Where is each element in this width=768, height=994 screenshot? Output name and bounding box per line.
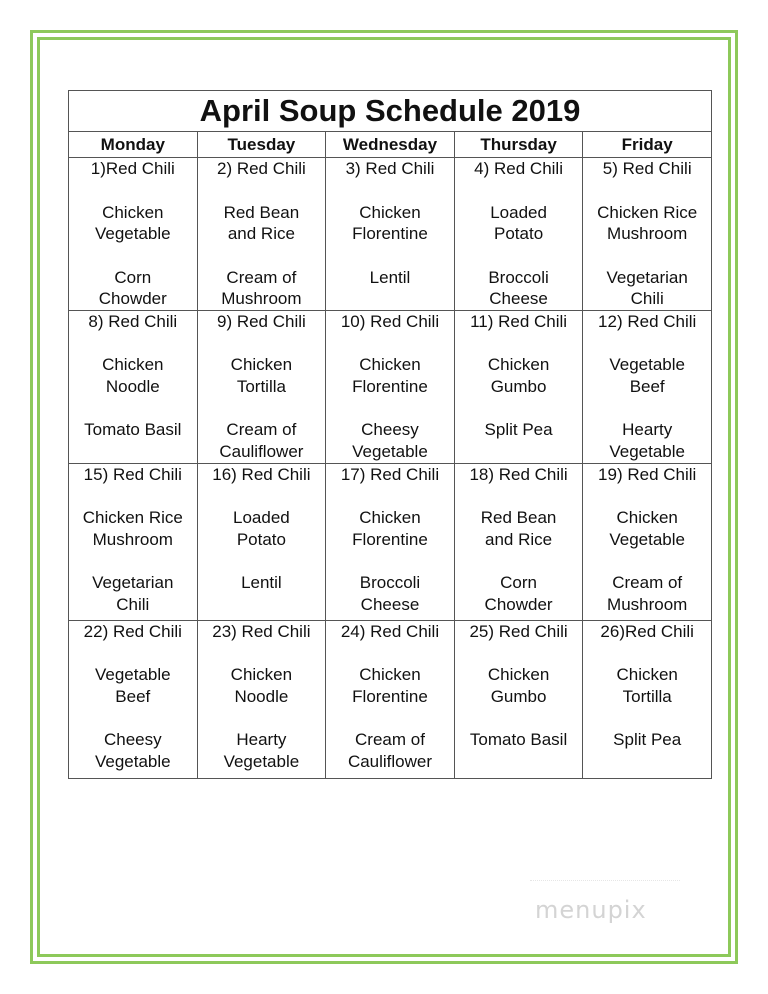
soup-name-line: Vegetable xyxy=(94,751,171,771)
day-cell xyxy=(326,463,455,620)
day-cell xyxy=(197,310,326,463)
day-cell xyxy=(326,620,455,778)
date-label: 1)Red Chili xyxy=(90,159,175,178)
date-label: 17) Red Chili xyxy=(340,464,440,484)
soup-name-line: Potato xyxy=(236,529,286,549)
soup-name-line: Broccoli xyxy=(488,267,549,287)
date-label: 2) Red Chili xyxy=(216,159,306,178)
soup-name-line: Cauliflower xyxy=(219,441,304,461)
schedule-title: April Soup Schedule 2019 xyxy=(69,91,712,132)
soup-name-line: Florentine xyxy=(352,686,428,706)
soup-name-line: Corn xyxy=(500,573,537,592)
soup-name-line: Chicken Rice xyxy=(82,508,183,527)
soup-name-line: Chicken xyxy=(359,202,421,222)
soup-name-line: Chicken xyxy=(230,665,293,684)
day-cell xyxy=(583,310,712,463)
soup-name-line: Beef xyxy=(629,376,665,396)
soup-name-line: Cream of xyxy=(226,267,297,287)
soup-name-line: Cream of xyxy=(226,420,297,439)
soup-name-line: Split Pea xyxy=(613,730,682,749)
soup-name-line: Florentine xyxy=(352,529,428,549)
soup-name-line: Red Bean xyxy=(223,202,300,222)
soup-name-line: Mushroom xyxy=(607,224,688,243)
day-cell xyxy=(69,620,198,778)
soup-name-line: Noodle xyxy=(105,376,160,396)
soup-name-line: Cheese xyxy=(360,594,420,614)
soup-name-line: Tortilla xyxy=(236,376,286,396)
soup-name-line: Vegetarian xyxy=(606,267,688,287)
day-cell xyxy=(454,463,583,620)
day-cell xyxy=(197,463,326,620)
soup-name-line: Red Bean xyxy=(480,508,557,527)
date-label: 12) Red Chili xyxy=(598,311,697,331)
week-row xyxy=(69,158,712,311)
soup-name-line: Tomato Basil xyxy=(469,730,568,749)
soup-name-line: Chowder xyxy=(98,289,167,308)
soup-name-line: Vegetarian xyxy=(92,573,174,592)
week-row xyxy=(69,310,712,463)
soup-name-line: Chicken Rice xyxy=(597,202,698,222)
day-cell xyxy=(69,158,198,311)
soup-name-line: Chili xyxy=(116,594,150,614)
week-row xyxy=(69,463,712,620)
date-label: 15) Red Chili xyxy=(83,464,182,484)
soup-name-line: Vegetable xyxy=(609,441,685,461)
soup-name-line: Chicken xyxy=(487,355,550,374)
soup-name-line: Lentil xyxy=(241,573,282,592)
day-cell xyxy=(454,158,583,311)
day-cell xyxy=(69,310,198,463)
soup-name-line: Split Pea xyxy=(484,420,553,439)
day-cell xyxy=(454,620,583,778)
soup-name-line: and Rice xyxy=(485,529,553,549)
day-header-friday: Friday xyxy=(583,132,712,158)
soup-name-line: Vegetable xyxy=(94,224,171,243)
date-label: 24) Red Chili xyxy=(340,621,440,641)
soup-name-line: Mushroom xyxy=(221,289,302,308)
soup-name-line: Tomato Basil xyxy=(84,420,182,439)
soup-name-line: Cheesy xyxy=(103,730,162,749)
date-label: 10) Red Chili xyxy=(340,311,440,331)
soup-name-line: Potato xyxy=(494,224,544,243)
soup-name-line: Mushroom xyxy=(92,529,173,549)
soup-name-line: Tortilla xyxy=(622,686,672,706)
soup-name-line: Chowder xyxy=(484,594,553,614)
soup-name-line: Chicken xyxy=(102,355,164,374)
soup-name-line: Chicken xyxy=(616,508,678,527)
soup-name-line: Chicken xyxy=(359,665,421,684)
soup-name-line: Chicken xyxy=(616,665,678,684)
day-cell xyxy=(454,310,583,463)
day-cell xyxy=(583,158,712,311)
soup-name-line: Gumbo xyxy=(490,686,547,706)
soup-name-line: Corn xyxy=(114,267,152,287)
soup-name-line: Gumbo xyxy=(490,376,547,396)
day-header-wednesday: Wednesday xyxy=(326,132,455,158)
date-label: 22) Red Chili xyxy=(83,621,182,641)
soup-name-line: Florentine xyxy=(352,376,428,396)
date-label: 11) Red Chili xyxy=(470,311,568,331)
soup-name-line: Cheese xyxy=(489,289,548,308)
soup-name-line: Loaded xyxy=(233,508,290,527)
soup-name-line: Chicken xyxy=(487,665,550,684)
soup-name-line: Chicken xyxy=(102,202,164,222)
date-label: 26)Red Chili xyxy=(600,621,694,641)
day-header-thursday: Thursday xyxy=(454,132,583,158)
date-label: 23) Red Chili xyxy=(212,621,311,641)
soup-name-line: Cream of xyxy=(355,730,425,749)
day-header-tuesday: Tuesday xyxy=(197,132,326,158)
date-label: 3) Red Chili xyxy=(345,159,435,178)
date-label: 8) Red Chili xyxy=(88,311,178,331)
watermark-faint-line xyxy=(530,880,680,889)
week-row xyxy=(69,620,712,778)
soup-name-line: Lentil xyxy=(369,267,411,287)
date-label: 18) Red Chili xyxy=(469,464,568,484)
soup-name-line: Vegetable xyxy=(94,665,171,684)
soup-name-line: Broccoli xyxy=(359,573,421,592)
soup-name-line: Noodle xyxy=(234,686,289,706)
day-cell xyxy=(326,158,455,311)
soup-name-line: Beef xyxy=(115,686,151,706)
soup-name-line: Chicken xyxy=(230,355,293,374)
soup-name-line: Hearty xyxy=(236,730,287,749)
soup-name-line: Loaded xyxy=(490,202,547,222)
date-label: 5) Red Chili xyxy=(602,159,692,178)
date-label: 19) Red Chili xyxy=(598,464,697,484)
soup-name-line: Vegetable xyxy=(609,529,685,549)
soup-name-line: Vegetable xyxy=(352,441,428,461)
soup-name-line: Vegetable xyxy=(609,355,685,374)
day-cell xyxy=(583,463,712,620)
soup-name-line: Mushroom xyxy=(607,594,688,614)
day-cell xyxy=(197,158,326,311)
soup-name-line: Vegetable xyxy=(223,751,300,771)
soup-name-line: Florentine xyxy=(352,224,428,243)
day-header-monday: Monday xyxy=(69,132,198,158)
date-label: 9) Red Chili xyxy=(216,311,306,331)
day-cell xyxy=(197,620,326,778)
menupix-watermark: menupix xyxy=(535,896,647,924)
soup-name-line: Cheesy xyxy=(361,420,419,439)
soup-name-line: Chicken xyxy=(359,508,421,527)
soup-name-line: and Rice xyxy=(227,224,295,243)
soup-name-line: Hearty xyxy=(622,420,673,439)
soup-name-line: Cauliflower xyxy=(347,751,433,771)
soup-name-line: Chicken xyxy=(359,355,421,374)
soup-schedule-table xyxy=(68,90,712,779)
date-label: 4) Red Chili xyxy=(474,159,563,178)
date-label: 25) Red Chili xyxy=(469,621,568,641)
day-cell xyxy=(69,463,198,620)
date-label: 16) Red Chili xyxy=(212,464,311,484)
soup-name-line: Cream of xyxy=(612,573,683,592)
soup-name-line: Chili xyxy=(630,289,664,308)
day-cell xyxy=(326,310,455,463)
day-cell xyxy=(583,620,712,778)
